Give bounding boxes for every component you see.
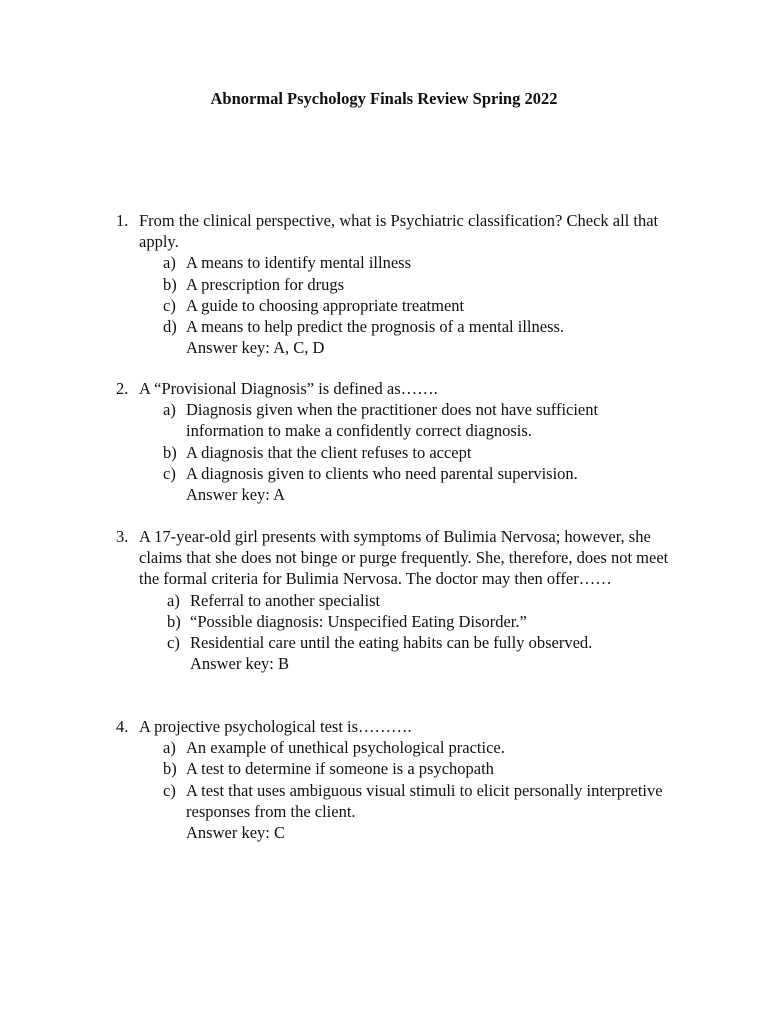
option-item (163, 442, 676, 463)
option-item (163, 463, 676, 484)
question-stem (116, 378, 676, 399)
option-text: A prescription for drugs (186, 274, 345, 294)
answer-key: Answer key: C (186, 823, 285, 843)
option-list (163, 252, 676, 358)
option-letter: a) (163, 253, 176, 273)
option-letter: b) (167, 611, 181, 631)
option-item (163, 758, 676, 779)
question-stem (116, 526, 676, 590)
option-list (167, 590, 676, 675)
question-4 (116, 716, 676, 843)
option-letter: b) (163, 759, 177, 779)
option-text: A diagnosis given to clients who need parental supervision. (186, 463, 578, 483)
question-3 (116, 526, 676, 674)
option-text: “Possible diagnosis: Unspecified Eating Disorder.” (190, 611, 527, 631)
question-number: 1. (116, 211, 129, 230)
option-letter: c) (163, 295, 176, 315)
option-letter: a) (163, 400, 176, 420)
option-text: A test that uses ambiguous visual stimuli to elicit personally interpretive responses from the client. (186, 780, 663, 821)
question-1 (116, 210, 676, 358)
option-letter: c) (163, 780, 176, 800)
answer-key: Answer key: A (186, 485, 285, 505)
document-title: Abnormal Psychology Finals Review Spring 2022 (210, 89, 558, 108)
option-text: A diagnosis that the client refuses to accept (186, 442, 472, 462)
option-text: An example of unethical psychological practice. (186, 738, 505, 758)
option-text: A means to identify mental illness (186, 253, 412, 273)
option-letter: c) (163, 463, 176, 483)
option-text: Residential care until the eating habits can be fully observed. (190, 633, 593, 653)
question-number: 3. (116, 527, 129, 546)
question-number: 2. (116, 379, 129, 398)
question-text: From the clinical perspective, what is Psychiatric classification? Check all that apply. (139, 211, 659, 252)
option-item (163, 274, 676, 295)
option-list (163, 737, 676, 843)
question-number: 4. (116, 717, 129, 736)
option-text: A test to determine if someone is a psychopath (186, 759, 494, 779)
option-text: A guide to choosing appropriate treatment (186, 295, 465, 315)
option-text: Referral to another specialist (190, 590, 381, 610)
question-text: A 17-year-old girl presents with symptoms of Bulimia Nervosa; however, she claims that she does not binge or purge frequently. She, therefore, does not meet the formal criteria for Bulimia Nervosa. The doctor may then offer…… (139, 527, 669, 589)
option-item (163, 252, 676, 273)
question-stem (116, 210, 676, 252)
option-letter: a) (163, 738, 176, 758)
question-text: A “Provisional Diagnosis” is defined as……. (139, 379, 438, 398)
option-item (167, 611, 676, 632)
option-item (163, 399, 676, 441)
answer-key: Answer key: A, C, D (186, 338, 325, 358)
option-item (163, 780, 676, 822)
option-item (167, 590, 676, 611)
answer-key: Answer key: B (190, 654, 289, 674)
question-2 (116, 378, 676, 505)
question-stem (116, 716, 676, 737)
question-text: A projective psychological test is………. (139, 717, 412, 736)
option-list (163, 399, 676, 505)
option-text: Diagnosis given when the practitioner does not have sufficient information to make a confidently correct diagnosis. (186, 400, 599, 441)
option-letter: b) (163, 274, 177, 294)
option-text: A means to help predict the prognosis of a mental illness. (186, 317, 565, 337)
option-letter: b) (163, 442, 177, 462)
option-item (163, 737, 676, 758)
option-item (163, 316, 676, 337)
option-letter: c) (167, 633, 180, 653)
option-letter: a) (167, 590, 180, 610)
option-letter: d) (163, 317, 177, 337)
option-item (167, 632, 676, 653)
option-item (163, 295, 676, 316)
